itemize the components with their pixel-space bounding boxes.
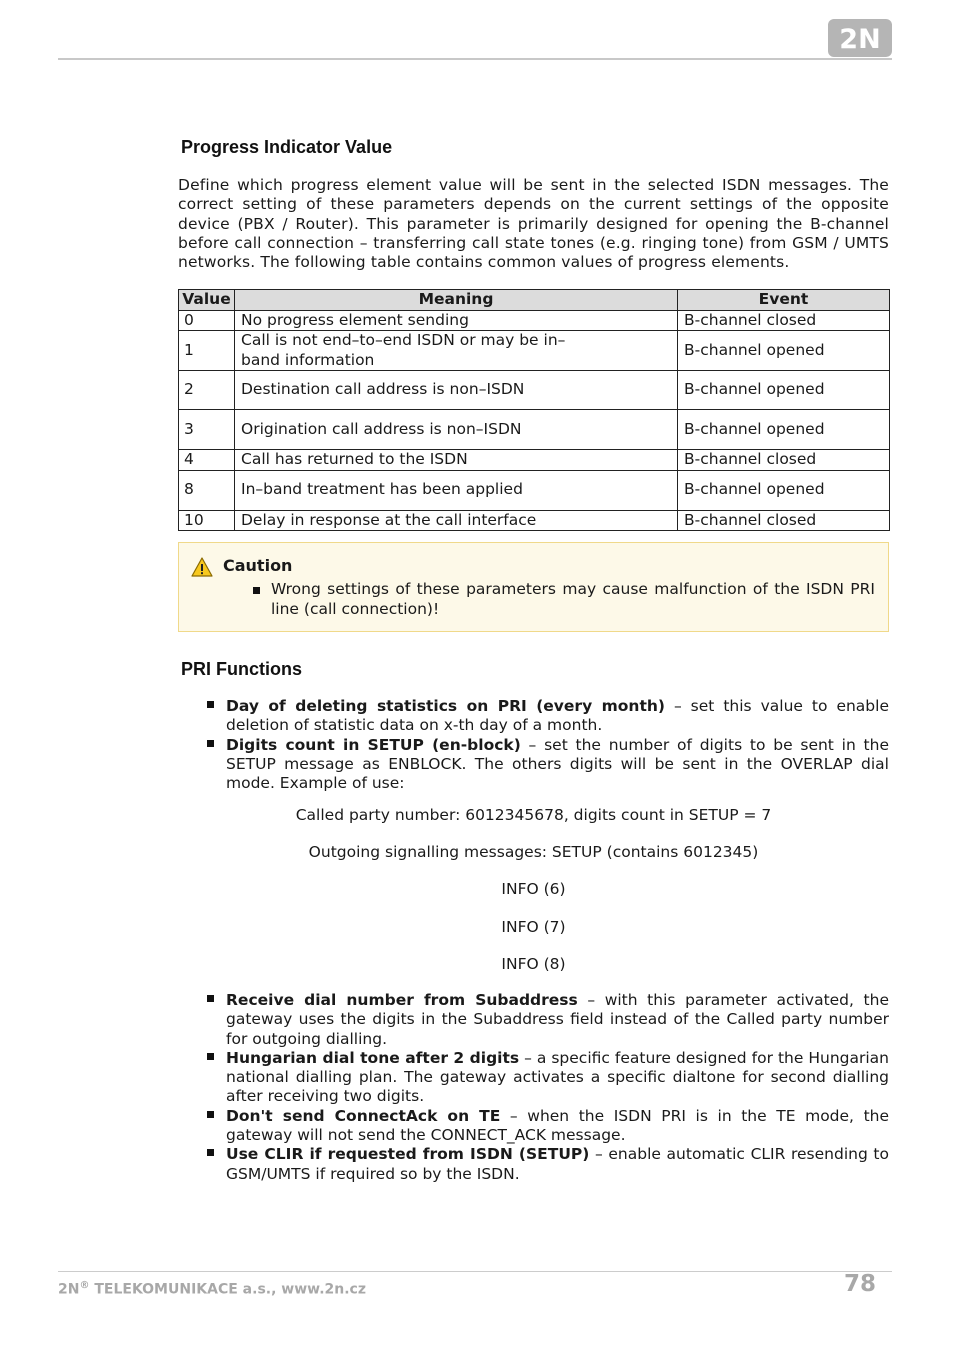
example-line: INFO (6) <box>501 880 566 898</box>
header-meaning: Meaning <box>235 290 678 311</box>
cell-meaning: No progress element sending <box>235 310 678 331</box>
bullet-icon <box>207 701 214 708</box>
pri-functions-list <box>206 697 889 793</box>
footer-company-rest: TELEKOMUNIKACE a.s., www.2n.cz <box>89 1281 366 1298</box>
cell-meaning: Call has returned to the ISDN <box>235 450 678 471</box>
warning-icon <box>191 557 213 577</box>
item-text: – set this value to enable deletion of statistic data on x-th day of a month. <box>226 697 889 735</box>
table-row <box>179 510 890 531</box>
pri-functions-list-continued <box>206 991 889 1184</box>
item-text: – enable automatic CLIR resending to GSM/UMTS if required so by the ISDN. <box>226 1145 889 1183</box>
table-row <box>179 331 890 371</box>
bullet-icon <box>207 740 214 747</box>
item-text: – with this parameter activated, the gateway uses the digits in the Subaddress field instead of the Called party number for outgoing dialling. <box>226 991 889 1048</box>
header-value: Value <box>179 290 235 311</box>
table-header-row <box>179 290 890 311</box>
list-item <box>206 1049 889 1107</box>
cell-event: B-channel opened <box>678 410 890 450</box>
list-item <box>206 1107 889 1146</box>
cell-meaning: Call is not end–to–end ISDN or may be in–band information <box>235 331 678 371</box>
page-number: 78 <box>843 1271 876 1297</box>
cell-value: 1 <box>179 331 235 371</box>
footer-company <box>58 1280 366 1298</box>
item-title: Day of deleting statistics on PRI (every month) <box>226 697 665 715</box>
intro-paragraph: Define which progress element value will be sent in the selected ISDN messages. The correct setting of these parameters depends on the current settings of the opposite device (PBX / Router). This parameter is primarily designed for opening the B-channel before call connection – transferring call state tones (e.g. ringing tone) from GSM / UMTS networks. The following table contains common values of progress elements. <box>178 176 889 272</box>
section-title-pri-functions: PRI Functions <box>181 659 302 679</box>
bullet-icon <box>207 995 214 1002</box>
cell-meaning: Origination call address is non–ISDN <box>235 410 678 450</box>
table-row <box>179 450 890 471</box>
caution-box <box>178 542 889 632</box>
example-line: Called party number: 6012345678, digits count in SETUP = 7 <box>295 806 772 824</box>
cell-event: B-channel closed <box>678 450 890 471</box>
progress-values-table <box>178 289 890 531</box>
cell-event: B-channel closed <box>678 510 890 531</box>
table-row <box>179 410 890 450</box>
cell-event: B-channel opened <box>678 470 890 510</box>
item-title: Hungarian dial tone after 2 digits <box>226 1048 520 1067</box>
cell-value: 8 <box>179 470 235 510</box>
cell-value: 2 <box>179 371 235 410</box>
cell-meaning: Delay in response at the call interface <box>235 510 678 531</box>
table-row <box>179 371 890 410</box>
list-item <box>206 697 889 736</box>
list-item <box>206 1145 889 1184</box>
item-title: Digits count in SETUP (en-block) <box>226 735 521 754</box>
footer-divider <box>58 1271 892 1272</box>
item-text: – when the ISDN PRI is in the TE mode, the gateway will not send the CONNECT_ACK message. <box>226 1106 890 1145</box>
header-divider <box>58 58 892 60</box>
example-line: Outgoing signalling messages: SETUP (contains 6012345) <box>308 843 759 861</box>
table-row <box>179 470 890 510</box>
example-line: INFO (7) <box>501 918 566 936</box>
cell-value: 4 <box>179 450 235 471</box>
cell-event: B-channel opened <box>678 331 890 371</box>
table-row <box>179 310 890 331</box>
cell-value: 0 <box>179 310 235 331</box>
caution-title: Caution <box>223 556 293 575</box>
registered-mark: ® <box>79 1280 90 1291</box>
item-text: – a specific feature designed for the Hungarian national dialling plan. The gateway activates a specific dialtone for second dialling after receiving two digits. <box>226 1048 890 1106</box>
cell-value: 3 <box>179 410 235 450</box>
bullet-icon <box>207 1053 214 1060</box>
list-item <box>206 991 889 1049</box>
logo-text: 2N <box>839 24 881 55</box>
caution-text: Wrong settings of these parameters may cause malfunction of the ISDN PRI line (call connection)! <box>271 580 875 618</box>
item-title: Don't send ConnectAck on TE <box>226 1106 501 1125</box>
cell-value: 10 <box>179 510 235 531</box>
bullet-icon <box>253 587 260 594</box>
item-title: Receive dial number from Subaddress <box>226 991 578 1009</box>
section-title-progress-indicator: Progress Indicator Value <box>181 137 393 157</box>
list-item <box>206 736 889 794</box>
header-event: Event <box>678 290 890 311</box>
cell-event: B-channel closed <box>678 310 890 331</box>
footer-brand: 2N <box>58 1281 80 1298</box>
cell-meaning: In–band treatment has been applied <box>235 470 678 510</box>
item-title: Use CLIR if requested from ISDN (SETUP) <box>226 1145 590 1164</box>
cell-meaning: Destination call address is non–ISDN <box>235 371 678 410</box>
cell-event: B-channel opened <box>678 371 890 410</box>
bullet-icon <box>207 1149 214 1156</box>
item-text: – set the number of digits to be sent in the SETUP message as ENBLOCK. The others digits will be sent in the OVERLAP dial mode. Example of use: <box>226 735 889 793</box>
bullet-icon <box>207 1111 214 1118</box>
example-line: INFO (8) <box>501 955 566 973</box>
2n-logo <box>828 19 892 57</box>
